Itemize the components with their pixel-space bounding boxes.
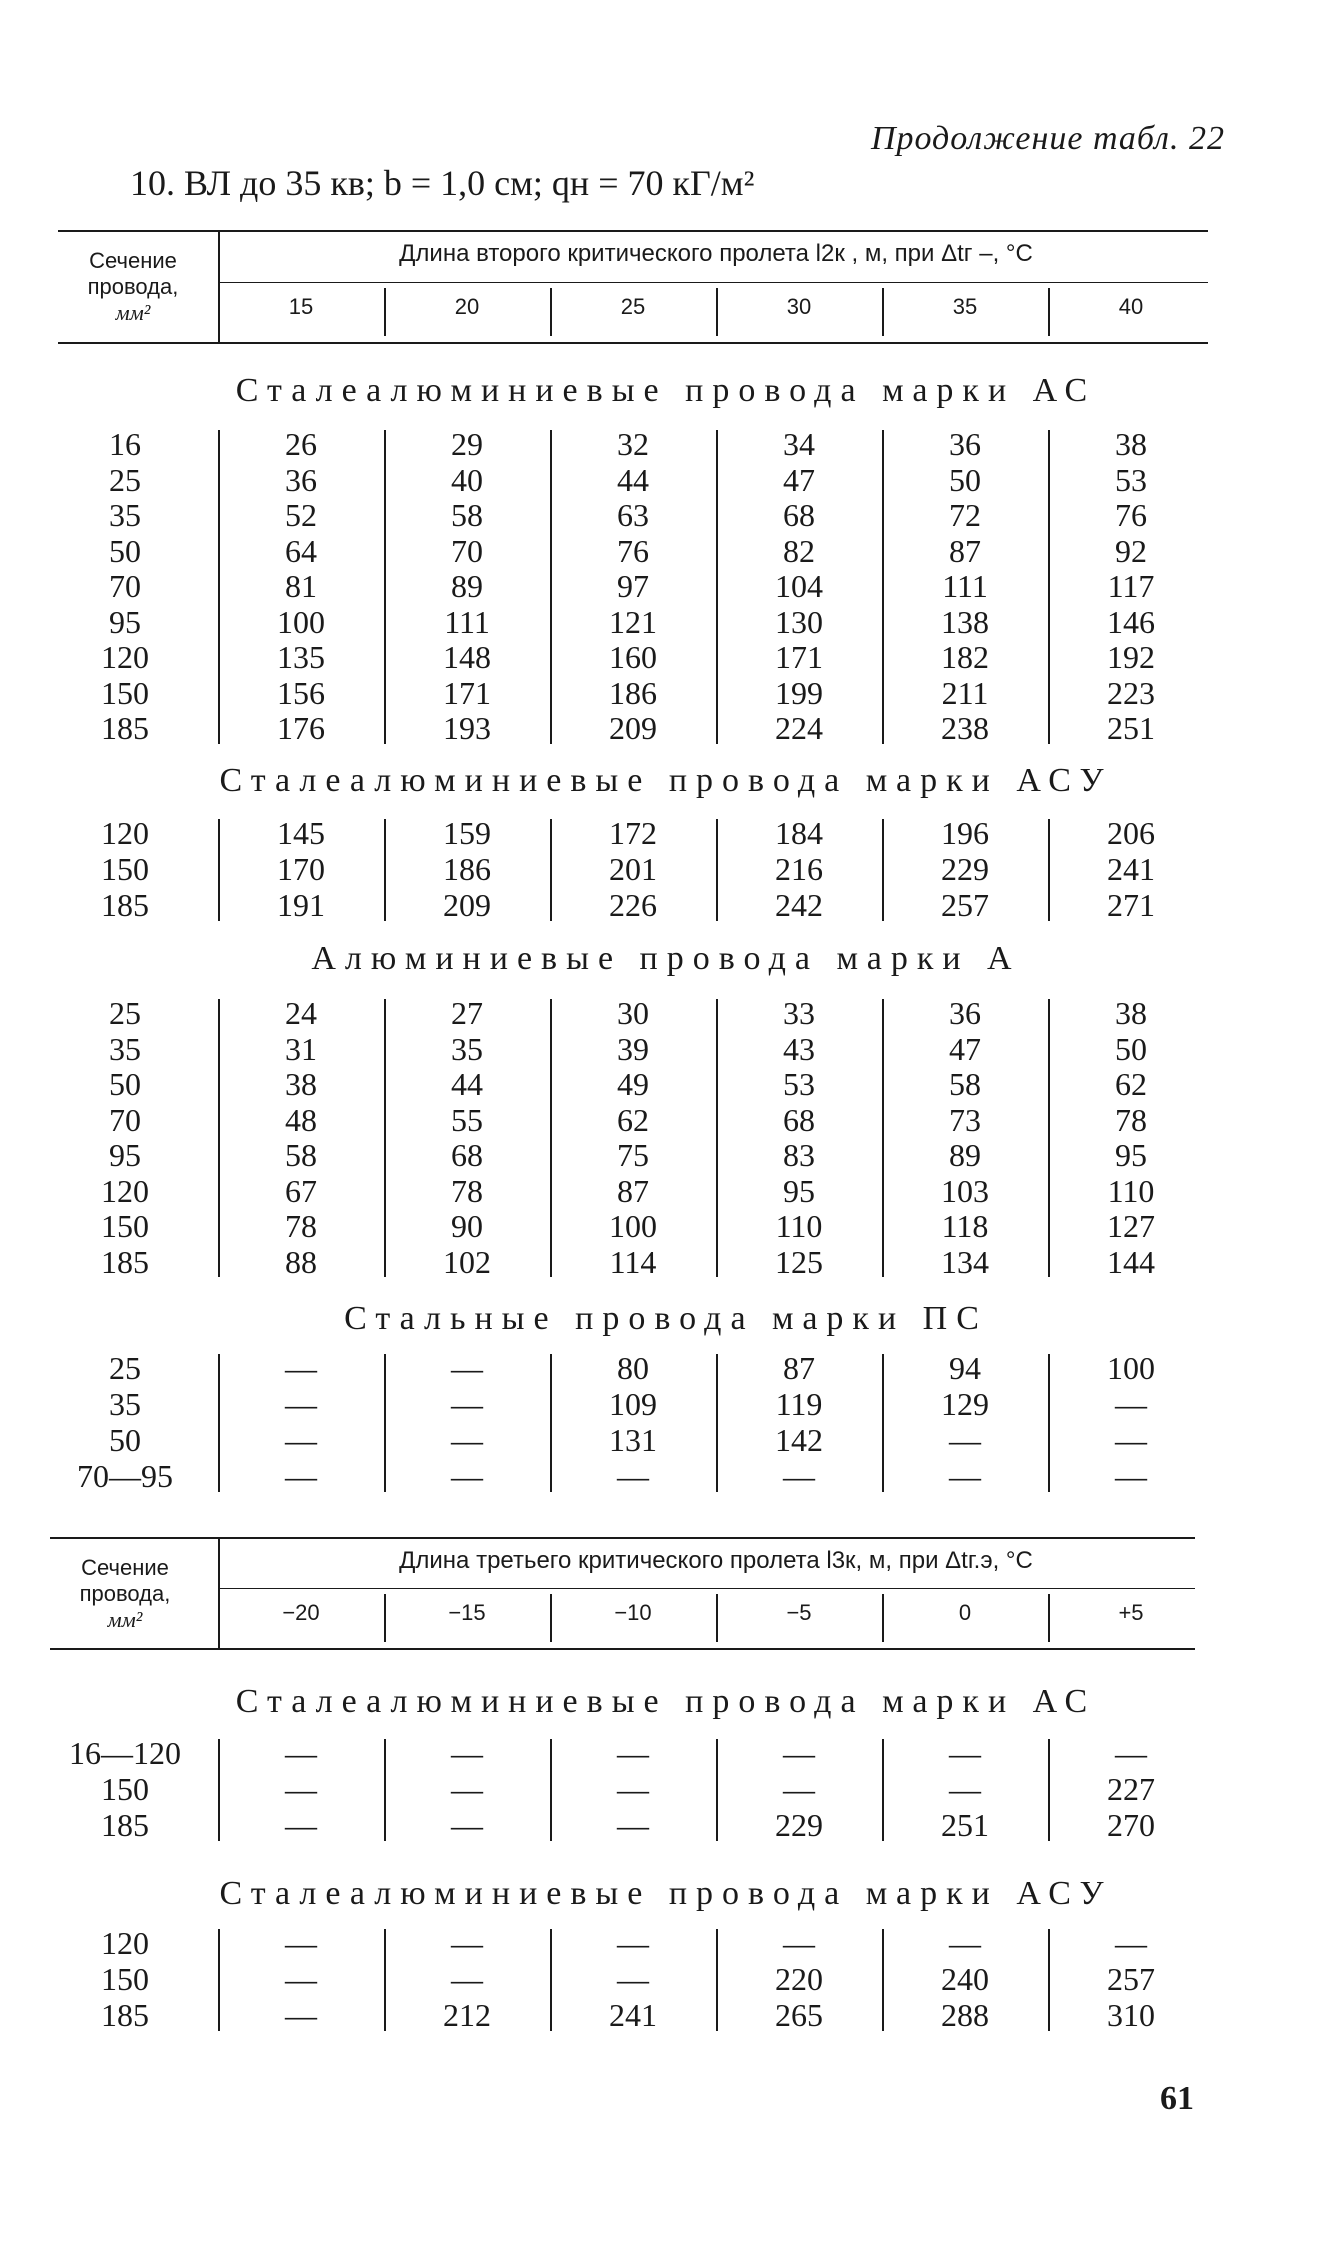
table-cell: 58 [285,1137,317,1173]
table-cell: 186 [609,674,657,711]
table-cell: 90 [451,1208,483,1244]
table-cell: 242 [775,887,823,923]
table-cell: 118 [941,1208,989,1244]
table-cell: — [285,1422,317,1458]
table-cell: 270 [1107,1807,1155,1843]
table-cell: 78 [1115,1101,1147,1138]
table-cell: 68 [451,1137,483,1173]
table-cell: 97 [617,568,649,604]
header-divider [218,1537,220,1648]
table-cell: 148 [443,639,491,675]
table-cell: 53 [1115,461,1147,498]
column-header: 15 [288,294,314,319]
table-cell: 44 [617,461,649,498]
header-bottom-rule [50,1648,1195,1650]
table-cell: — [783,1458,815,1494]
row-header-line: мм² [115,300,151,325]
table-cell: 211 [941,674,989,711]
table-cell: 95 [783,1172,815,1209]
table-cell: 271 [1107,887,1155,923]
table-cell: — [1115,1458,1147,1494]
table-cell: — [285,1386,317,1422]
table-cell: 265 [775,1997,823,2033]
table-cell: 130 [775,603,823,640]
table-cell: 131 [609,1422,657,1458]
table-cell: 31 [285,1030,317,1067]
table-cell: — [783,1735,815,1771]
row-header [50,1555,200,1633]
table-cell: 89 [949,1137,981,1173]
continuation-caption: Продолжение табл. 22 [870,120,1225,157]
table-cell: 62 [617,1101,649,1138]
table-cell: 227 [1107,1771,1155,1807]
table-cell: — [285,1925,317,1961]
column-header: 40 [1118,294,1144,319]
table-cell: — [617,1807,649,1843]
table-cell: 109 [609,1386,657,1422]
row-header [58,248,208,326]
table-cell: 184 [775,815,823,851]
table-cell: 36 [949,426,981,462]
table-cell: — [285,1350,317,1386]
table-cell: — [451,1771,483,1807]
row-label: 185 [101,710,149,746]
table-cell: — [1115,1735,1147,1771]
table-cell: — [451,1386,483,1422]
section-title: Сталеалюминиевые провода марки АС [235,1683,1097,1720]
header-bottom-rule [58,342,1208,344]
table-cell: 81 [285,568,317,604]
column-header: 30 [786,294,812,319]
table-cell: — [285,1961,317,1997]
table-cell: 87 [783,1350,815,1386]
table-cell: 87 [949,532,981,569]
table-cell: — [783,1771,815,1807]
table-cell: 50 [949,461,981,498]
table-cell: 53 [783,1066,815,1102]
table-cell: — [451,1961,483,1997]
table-cell: 192 [1107,639,1155,675]
row-label: 120 [101,1925,149,1961]
table-cell: 288 [941,1997,989,2033]
row-label: 150 [101,1771,149,1807]
row-label: 35 [109,497,141,533]
row-label: 35 [109,1386,141,1422]
table-cell: 94 [949,1350,981,1386]
row-label: 25 [109,1350,141,1386]
table-cell: 220 [775,1961,823,1997]
table-cell: — [949,1771,981,1807]
table-cell: 49 [617,1066,649,1102]
table-cell: 43 [783,1030,815,1067]
row-label: 150 [101,1961,149,1997]
row-label: 35 [109,1030,141,1067]
page-number: 61 [1160,2080,1194,2117]
row-label: 120 [101,815,149,851]
table-cell: 39 [617,1030,649,1067]
table-cell: 52 [285,497,317,533]
table-cell: 156 [277,674,325,711]
table-cell: 145 [277,815,325,851]
row-label: 50 [109,1422,141,1458]
table-cell: 80 [617,1350,649,1386]
table-cell: 38 [285,1066,317,1102]
table-cell: 83 [783,1137,815,1173]
table-cell: 114 [609,1243,657,1280]
table-cell: — [617,1961,649,1997]
table-cell: 89 [451,568,483,604]
table-cell: 171 [775,639,823,675]
table-cell: 62 [1115,1066,1147,1102]
row-label: 16—120 [69,1735,181,1771]
table-cell: 144 [1107,1243,1155,1280]
table-cell: 95 [1115,1137,1147,1173]
table-cell: 142 [775,1422,823,1458]
table-cell: 223 [1107,674,1155,711]
row-header-line: провода, [87,274,179,299]
table-cell: 58 [451,497,483,533]
header-divider [218,230,220,342]
table-cell: 119 [775,1386,823,1422]
table-cell: 75 [617,1137,649,1173]
table-cell: 146 [1107,603,1155,640]
table-cell: 251 [941,1807,989,1843]
table-cell: — [451,1807,483,1843]
table-cell: 44 [451,1066,483,1102]
table-cell: — [1115,1422,1147,1458]
table-cell: — [949,1458,981,1494]
row-label: 25 [109,461,141,498]
table-cell: — [285,1458,317,1494]
table-cell: 104 [775,568,823,604]
table-cell: 27 [451,995,483,1031]
column-header: +5 [1118,1600,1144,1625]
table-cell: — [285,1807,317,1843]
section-title: Сталеалюминиевые провода марки АСУ [219,1875,1113,1912]
table-cell: 33 [783,995,815,1031]
table-cell: — [1115,1925,1147,1961]
table-cell: — [949,1925,981,1961]
table-cell: 160 [609,639,657,675]
table-cell: — [783,1925,815,1961]
table-cell: 47 [783,461,815,498]
row-label: 95 [109,603,141,640]
table-heading: 10. ВЛ до 35 кв; b = 1,0 см; qн = 70 кГ/м² [130,163,755,203]
table-cell: 55 [451,1101,483,1138]
table-cell: 110 [1107,1172,1155,1209]
table-cell: 34 [783,426,815,462]
table-cell: 240 [941,1961,989,1997]
table-cell: 129 [941,1386,989,1422]
row-label: 150 [101,1208,149,1244]
column-header: 35 [952,294,978,319]
table-cell: — [285,1997,317,2033]
table-top-rule [58,230,1208,232]
row-label: 50 [109,532,141,569]
row-header-line: мм² [107,1607,143,1632]
table-cell: 50 [1115,1030,1147,1067]
table-cell: 111 [942,568,988,604]
table-cell: 70 [451,532,483,569]
table-cell: 64 [285,532,317,569]
column-group-title: Длина третьего критического пролета l3к, м, при Δtг.э, °С [399,1547,1033,1574]
table-cell: 78 [285,1208,317,1244]
table-cell: 191 [277,887,325,923]
row-label: 16 [109,426,141,462]
table-cell: 40 [451,461,483,498]
table-cell: 68 [783,497,815,533]
table-cell: 100 [609,1208,657,1244]
table-cell: 229 [775,1807,823,1843]
table-cell: 76 [1115,497,1147,533]
row-label: 120 [101,1172,149,1209]
table-cell: 127 [1107,1208,1155,1244]
table-cell: 171 [443,674,491,711]
row-label: 185 [101,1997,149,2033]
table-cell: — [949,1735,981,1771]
table-cell: 170 [277,851,325,887]
header-mid-rule [218,1588,1195,1589]
table-cell: 63 [617,497,649,533]
table-cell: — [949,1422,981,1458]
row-label: 185 [101,1807,149,1843]
table-cell: 310 [1107,1997,1155,2033]
table-cell: 67 [285,1172,317,1209]
table-cell: 125 [775,1243,823,1280]
table-cell: 212 [443,1997,491,2033]
table-cell: — [451,1458,483,1494]
table-cell: 73 [949,1101,981,1138]
section-title: Стальные провода марки ПС [344,1300,988,1337]
row-label: 185 [101,1243,149,1280]
table-cell: 251 [1107,710,1155,746]
table-cell: 103 [941,1172,989,1209]
table-cell: 24 [285,995,317,1031]
table-cell: 58 [949,1066,981,1102]
table-cell: 201 [609,851,657,887]
table-cell: — [285,1735,317,1771]
table-cell: 238 [941,710,989,746]
table-cell: 172 [609,815,657,851]
row-label: 95 [109,1137,141,1173]
table-cell: 182 [941,639,989,675]
table-cell: 30 [617,995,649,1031]
table-cell: 100 [1107,1350,1155,1386]
table-cell: 186 [443,851,491,887]
table-cell: 29 [451,426,483,462]
table-cell: 36 [949,995,981,1031]
table-cell: 209 [609,710,657,746]
table-cell: 110 [775,1208,823,1244]
table-cell: — [451,1422,483,1458]
table-top-rule [50,1537,1195,1539]
table-cell: 26 [285,426,317,462]
table-cell: 216 [775,851,823,887]
table-cell: 82 [783,532,815,569]
table-cell: 196 [941,815,989,851]
table-cell: 209 [443,887,491,923]
table-cell: — [617,1735,649,1771]
table-cell: 257 [1107,1961,1155,1997]
row-header-line: Сечение [89,248,177,273]
table-cell: 92 [1115,532,1147,569]
table-cell: 48 [285,1101,317,1138]
table-cell: — [451,1925,483,1961]
table-cell: — [617,1458,649,1494]
column-header: 0 [958,1600,972,1625]
row-label: 150 [101,851,149,887]
row-label: 25 [109,995,141,1031]
table-cell: 206 [1107,815,1155,851]
table-cell: 176 [277,710,325,746]
table-cell: 47 [949,1030,981,1067]
table-cell: 35 [451,1030,483,1067]
table-cell: — [617,1925,649,1961]
table-cell: 226 [609,887,657,923]
table-cell: 88 [285,1243,317,1280]
table-cell: 111 [444,603,490,640]
table-cell: 121 [609,603,657,640]
column-header: 25 [620,294,646,319]
table-cell: 78 [451,1172,483,1209]
column-header: −10 [614,1600,652,1625]
column-header: 20 [454,294,480,319]
row-label: 50 [109,1066,141,1102]
row-label: 70 [109,1101,141,1138]
table-cell: — [617,1771,649,1807]
table-cell: 36 [285,461,317,498]
column-header: −20 [282,1600,320,1625]
table-cell: 102 [443,1243,491,1280]
table-cell: — [285,1771,317,1807]
header-mid-rule [218,282,1208,283]
table-cell: 38 [1115,426,1147,462]
column-group-title: Длина второго критического пролета l2к , м, при Δtг –, °С [399,240,1033,267]
table-cell: 72 [949,497,981,533]
table-cell: 117 [1107,568,1155,604]
table-cell: 138 [941,603,989,640]
table-cell: — [1115,1386,1147,1422]
row-label: 70—95 [77,1458,173,1494]
section-title: Сталеалюминиевые провода марки АСУ [219,762,1113,799]
section-title: Алюминиевые провода марки А [311,940,1021,977]
table-cell: 241 [1107,851,1155,887]
table-cell: 159 [443,815,491,851]
table-cell: — [451,1350,483,1386]
table-cell: 87 [617,1172,649,1209]
table-cell: 257 [941,887,989,923]
row-label: 120 [101,639,149,675]
table-cell: 76 [617,532,649,569]
column-header: −5 [786,1600,812,1625]
row-label: 150 [101,674,149,711]
table-cell: 199 [775,674,823,711]
row-header-line: провода, [79,1581,171,1606]
table-cell: 100 [277,603,325,640]
table-cell: 32 [617,426,649,462]
table-cell: 224 [775,710,823,746]
column-header: −15 [448,1600,486,1625]
table-cell: 193 [443,710,491,746]
row-label: 185 [101,887,149,923]
section-title: Сталеалюминиевые провода марки АС [235,372,1097,409]
table-cell: 241 [609,1997,657,2033]
table-cell: 229 [941,851,989,887]
table-cell: 68 [783,1101,815,1138]
table-cell: 135 [277,639,325,675]
table-cell: 134 [941,1243,989,1280]
table-cell: — [451,1735,483,1771]
table-cell: 38 [1115,995,1147,1031]
row-label: 70 [109,568,141,604]
row-header-line: Сечение [81,1555,169,1580]
